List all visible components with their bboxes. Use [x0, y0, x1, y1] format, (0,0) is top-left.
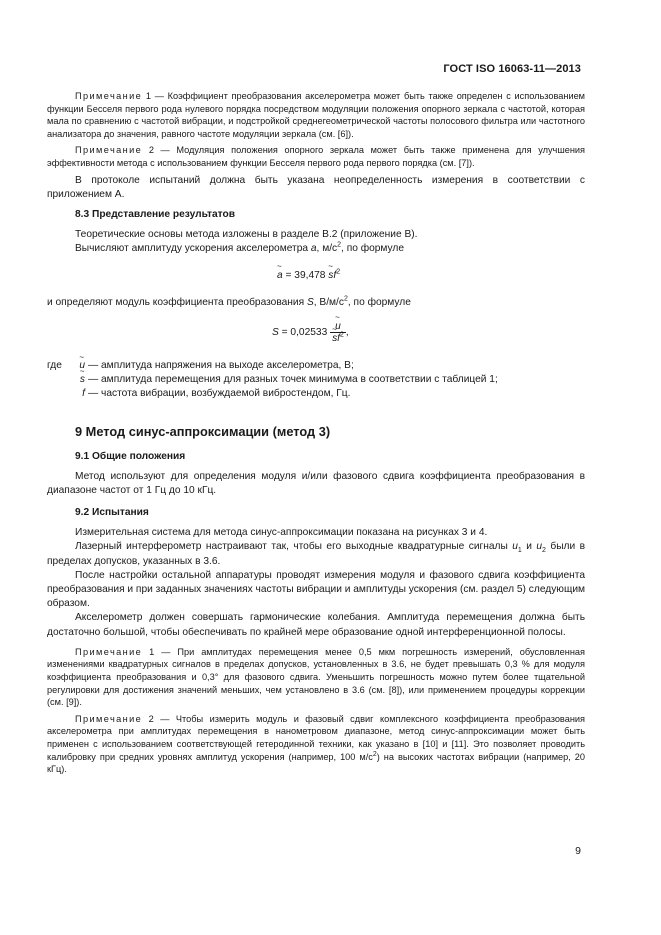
formula-var-a: ~ a: [277, 270, 283, 281]
text-fragment: , В/м/с: [313, 297, 344, 309]
symbol-f: f: [82, 388, 85, 400]
where-text: — амплитуда напряжения на выходе акселерометра, В;: [88, 359, 354, 371]
text-fragment: и: [521, 541, 537, 553]
formula-coefficient: = 0,02533: [278, 326, 331, 338]
note-2-top: [47, 144, 585, 169]
superscript: 2: [340, 331, 344, 339]
page-number: 9: [575, 845, 581, 857]
where-row: [47, 373, 585, 387]
formula-comma: ,: [345, 326, 349, 338]
note-label: Примечание: [75, 646, 143, 657]
text-fragment: и определяют модуль коэффициента преобразования: [47, 297, 307, 309]
variable-u: u: [512, 541, 518, 553]
note-1-bottom: [47, 646, 585, 709]
subscript: 2: [542, 547, 546, 555]
text-fragment: , м/с: [316, 243, 338, 255]
note-2-bottom: [47, 713, 585, 776]
where-word: где: [47, 359, 62, 371]
general-paragraph: Метод используют для определения модуля и/или фазового сдвига коэффициента преобразования в диапазоне частот от 1 Гц до 10 кГц.: [47, 470, 585, 496]
accelerometer-paragraph: Акселерометр должен совершать гармонические колебания. Амплитуда перемещения должна быть достаточно большой, чтобы обеспечивать по крайней мере образование одной интерференционной полосы.: [47, 612, 585, 638]
note-text: — При амплитудах перемещения менее 0,5 мкм погрешность измерений, обусловленная изменениями квадратурных сигналов в пределах допусков, установленных в 3.6, не будет превышать 0,3 % для модуля коэффициента преобразования и 0,3° для фазового сдвига. Уменьшить погрешность можно путем более тщательной регулировки для достижения значений меньших, чем установлено в 3.6 (см. [8]), или применением процедуры коррекции (см. [9]).: [47, 646, 585, 708]
where-list: [47, 359, 585, 402]
note-label: Примечание: [75, 145, 143, 156]
note-text: ) на высоких частотах вибрации (например, 20 кГц).: [47, 751, 585, 775]
variable-u: u: [536, 541, 543, 553]
fraction: [330, 321, 346, 344]
superscript: 2: [343, 295, 348, 303]
note-text: — Чтобы измерить модуль и фазовый сдвиг комплексного коэффициента преобразования акселерометра при амплитудах перемещения в нанометровом диапазоне, метод синус-аппроксимации может быть применен с использованием соответствующей гетеродинной техники, как указано в [10] и [11]. Это позволяет проводить калибровку при средних уровнях амплитуд ускорения (например, 100 м/с: [47, 713, 585, 762]
note-text: — Коэффициент преобразования акселерометра может быть также определен с использованием функции Бесселя первого рода нулевого порядка посредством модуляции положения опорного зеркала с частотой, которая мала по сравнению с частотой вибрации, и подстройкой среднегеометрической частоты полосового фильтра или частотного анализатора до значения, равного частоте модуляции зеркала (см. [6]).: [47, 91, 586, 139]
text-fragment: , по формуле: [347, 297, 411, 309]
text-fragment: Вычисляют амплитуду ускорения акселерометра: [75, 243, 311, 255]
formula-var-s: ~ s: [328, 270, 333, 281]
accel-amplitude-paragraph: [47, 242, 585, 256]
subscript: 1: [517, 547, 522, 555]
text-fragment: Лазерный интерферометр настраивают так, чтобы его выходные квадратурные сигналы: [75, 541, 513, 553]
theory-paragraph: Теоретические основы метода изложены в разделе В.2 (приложение В).: [75, 228, 418, 240]
setup-paragraph: После настройки остальной аппаратуры проводят измерения модуля и фазового сдвига коэффициента преобразования и при заданных значениях частоты вибрации и амплитуды ускорения (см. раздел 5) следующим образом.: [47, 569, 586, 610]
symbol-s: ~ s: [80, 373, 85, 387]
text-fragment: были в пределах допусков, указанных в 3.6.: [47, 541, 585, 567]
sensitivity-paragraph: [47, 296, 585, 310]
section-9-1-title: 9.1 Общие положения: [75, 450, 186, 462]
formula-acceleration: [47, 256, 585, 296]
formula-var-f: f: [333, 270, 337, 282]
note-number: 2: [148, 713, 154, 724]
variable-a: a: [310, 243, 317, 255]
formula-var-u: ~ u: [335, 321, 341, 332]
superscript: 2: [336, 268, 341, 276]
note-text: — Модуляция положения опорного зеркала может быть также применена для улучшения эффективности метода с использованием функции Бесселя первого рода первого порядка (см. [7]).: [47, 145, 585, 168]
where-text: — частота вибрации, возбуждаемой вибростендом, Гц.: [88, 388, 351, 400]
section-8-3-title: 8.3 Представление результатов: [75, 208, 235, 220]
section-9-2-title: 9.2 Испытания: [75, 507, 149, 519]
where-symbol: [47, 387, 88, 401]
formula-var-f: f: [337, 332, 341, 344]
variable-S: S: [306, 297, 314, 309]
laser-paragraph: [47, 540, 585, 568]
text-fragment: , по формуле: [341, 243, 405, 255]
symbol-u: ~ u: [79, 359, 85, 373]
superscript: 2: [372, 750, 377, 758]
fraction-denominator: [330, 333, 346, 344]
note-number: 1: [149, 646, 155, 657]
note-number: 1: [145, 91, 152, 101]
superscript: 2: [337, 241, 342, 249]
where-row: [47, 359, 585, 373]
where-text: — амплитуда перемещения для разных точек минимума в соответствии с таблицей 1;: [88, 373, 498, 385]
formula-var-S: S: [272, 326, 279, 338]
protocol-paragraph: В протоколе испытаний должна быть указана неопределенность измерения в соответствии с приложением А.: [47, 174, 585, 200]
formula-coefficient: = 39,478: [282, 270, 329, 282]
standard-header: ГОСТ ISO 16063-11—2013: [443, 63, 581, 75]
system-paragraph: Измерительная система для метода синус-аппроксимации показана на рисунках 3 и 4.: [75, 527, 488, 539]
section-9-title: 9 Метод синус-аппроксимации (метод 3): [75, 423, 331, 439]
note-label: Примечание: [75, 91, 143, 101]
formula-var-s: ~ s: [332, 333, 337, 344]
formula-sensitivity: [47, 311, 585, 359]
page-content: [47, 90, 585, 776]
note-number: 2: [148, 145, 154, 156]
where-row: [47, 387, 585, 401]
note-label: Примечание: [75, 713, 143, 724]
note-1-top: [47, 90, 585, 140]
where-symbol: [47, 373, 88, 387]
